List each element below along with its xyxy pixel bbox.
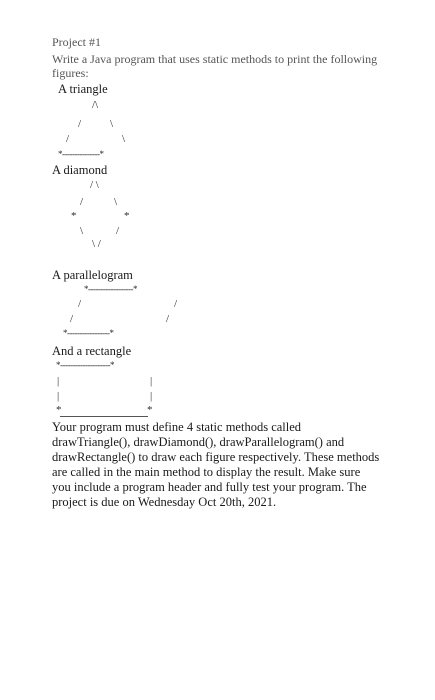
rectangle-bottom-right-corner: * [147,404,153,416]
triangle-right-side: \ [122,133,126,145]
rectangle-bottom-line [60,416,148,417]
parallelogram-left-side: / [70,313,74,325]
diamond-top: / \ [90,179,99,191]
rectangle-left-side: | [57,390,60,402]
diamond-label: A diamond [52,163,108,177]
diamond-lower-right: / [116,225,120,237]
rectangle-bottom-left-corner: * [56,404,62,416]
triangle-right-side: \ [110,118,114,130]
rectangle-right-side: | [150,390,153,402]
diamond-upper-left: / [80,196,84,208]
diamond-lower-left: \ [80,225,84,237]
triangle-label: A triangle [58,82,108,96]
triangle-left-side: / [66,133,70,145]
parallelogram-top: *------------------* [84,284,137,294]
rectangle-left-side: | [57,375,60,387]
diamond-bottom: \ / [92,238,101,250]
diamond-left-vertex: * [71,210,77,222]
diamond-upper-right: \ [114,196,118,208]
project-title: Project #1 [52,35,101,49]
parallelogram-label: A parallelogram [52,268,133,282]
parallelogram-left-side: / [78,298,82,310]
triangle-left-side: / [78,118,82,130]
intro-text: Write a Java program that uses static methods to print the following figures: [52,52,378,80]
parallelogram-right-side: / [166,313,170,325]
rectangle-right-side: | [150,375,153,387]
triangle-apex: /\ [92,99,99,111]
parallelogram-right-side: / [174,298,178,310]
requirements-text: Your program must define 4 static methods called drawTriangle(), drawDiamond(), drawParallelogram() and drawRectangle() to draw each figure respectively. These methods are called in the main method to display the result. Make sure you include a program header and fully test your program. The project is due on Wednesday Oct 20th, 2021. [52,420,380,509]
diamond-right-vertex: * [124,210,130,222]
assignment-requirements [52,420,382,510]
rectangle-top: *--------------------* [56,360,114,370]
parallelogram-bottom: *-----------------* [63,328,114,338]
triangle-base: *---------------* [58,149,104,159]
rectangle-label: And a rectangle [52,344,132,358]
